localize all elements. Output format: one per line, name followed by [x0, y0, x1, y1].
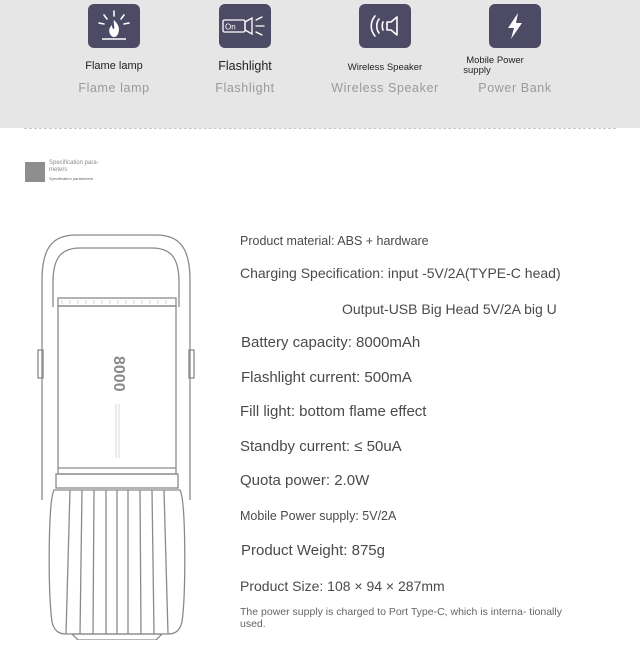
spec-charging: Charging Specification: input -5V/2A(TYPE-C head)	[240, 265, 561, 281]
product-illustration	[36, 232, 198, 645]
spec-output: Output-USB Big Head 5V/2A big U	[342, 301, 557, 317]
spec-note: The power supply is charged to Port Type-C, which is interna- tionally used.	[240, 606, 562, 630]
spec-header-title-line1: Specification para-	[49, 160, 99, 166]
feature-subtitle: Wireless Speaker	[331, 81, 439, 95]
lightning-icon	[489, 4, 541, 48]
spec-header-title-line2: meters	[49, 167, 68, 173]
feature-flame-lamp	[44, 0, 184, 128]
spec-header-square	[25, 162, 45, 182]
spec-header-title	[49, 160, 139, 174]
feature-title: Flashlight	[218, 59, 272, 73]
feature-subtitle: Flashlight	[215, 81, 275, 95]
spec-material: Product material: ABS + hardware	[240, 234, 429, 248]
feature-flashlight	[175, 0, 315, 128]
feature-title: Flame lamp	[85, 60, 143, 72]
spec-quota-power: Quota power: 2.0W	[240, 472, 370, 489]
feature-subtitle: Flame lamp	[78, 81, 150, 95]
product-capacity-text: 8000	[110, 356, 127, 392]
speaker-icon	[359, 4, 411, 48]
feature-title-line1: Mobile Power	[466, 55, 524, 66]
section-divider	[24, 128, 616, 129]
feature-title: Wireless Speaker	[347, 62, 423, 73]
feature-power-bank	[445, 0, 585, 128]
spec-mobile-power: Mobile Power supply: 5V/2A	[240, 509, 397, 523]
spec-header-subtitle: Specification parameters	[49, 176, 94, 181]
spec-battery: Battery capacity: 8000mAh	[241, 334, 421, 351]
spec-weight: Product Weight: 875g	[241, 542, 385, 559]
flashlight-icon	[219, 4, 271, 48]
flame-lamp-icon	[88, 4, 140, 48]
spec-size: Product Size: 108 × 94 × 287mm	[240, 578, 445, 594]
spec-fill-light: Fill light: bottom flame effect	[240, 403, 427, 420]
spec-standby-current: Standby current: ≤ 50uA	[240, 438, 402, 455]
spec-flashlight-current: Flashlight current: 500mA	[241, 369, 412, 386]
feature-subtitle: Power Bank	[478, 81, 552, 95]
flashlight-on-text: On	[225, 22, 236, 32]
feature-title-line2: supply	[463, 65, 491, 76]
